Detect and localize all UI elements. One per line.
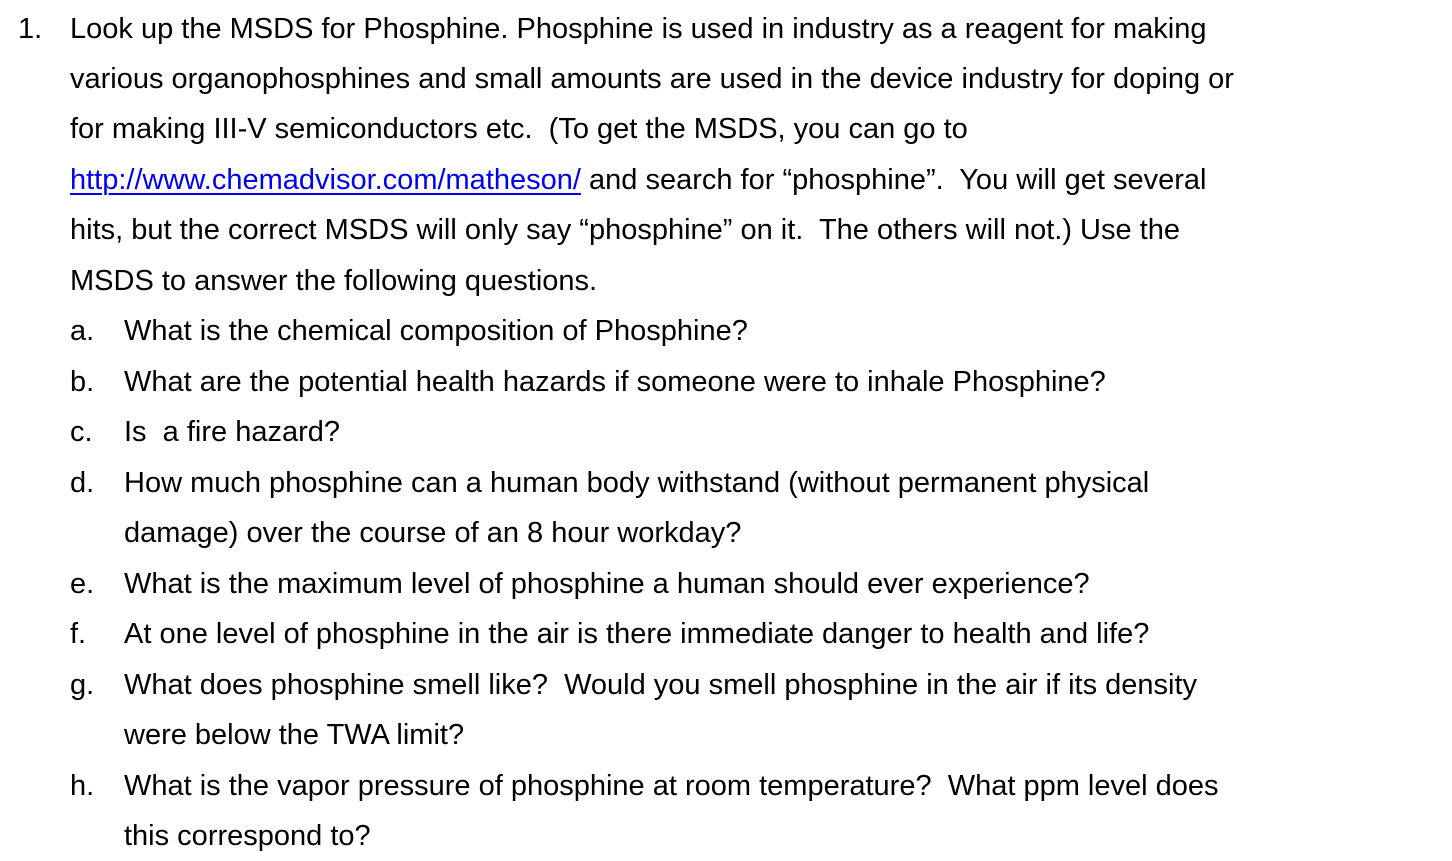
msds-link[interactable]: http://www.chemadvisor.com/matheson/ (70, 164, 581, 196)
subquestion-text: What are the potential health hazards if someone were to inhale Phosphine? (124, 366, 1106, 398)
subquestion-marker: g. (70, 669, 95, 701)
subquestion-text: At one level of phosphine in the air is there immediate danger to health and life? (124, 618, 1150, 650)
subquestion-marker: b. (70, 366, 95, 398)
question-text-line: various organophosphines and small amounts are used in the device industry for doping or (70, 63, 1234, 95)
question-text-line: MSDS to answer the following questions. (70, 265, 598, 297)
subquestion-text: damage) over the course of an 8 hour workday? (124, 517, 742, 549)
subquestion-marker: d. (70, 467, 95, 499)
subquestion-marker: c. (70, 416, 93, 448)
question-number: 1. (18, 13, 43, 45)
question-text-line: for making III-V semiconductors etc. (To get the MSDS, you can go to (70, 113, 968, 145)
subquestion-text: What is the maximum level of phosphine a human should ever experience? (124, 568, 1090, 600)
subquestion-text: What does phosphine smell like? Would you smell phosphine in the air if its density (124, 669, 1198, 701)
subquestion-text: this correspond to? (124, 820, 371, 852)
subquestion-marker: a. (70, 315, 95, 347)
question-text-line (70, 155, 1206, 205)
subquestion-marker: f. (70, 618, 87, 650)
subquestion-marker: e. (70, 568, 95, 600)
question-text-line: hits, but the correct MSDS will only say “phosphine” on it. The others will not.) Use the (70, 214, 1181, 246)
subquestion-text: Is a fire hazard? (124, 416, 340, 448)
question-text-line: Look up the MSDS for Phosphine. Phosphine is used in industry as a reagent for making (70, 13, 1207, 45)
subquestion-marker: h. (70, 770, 95, 802)
subquestion-text: were below the TWA limit? (124, 719, 465, 751)
subquestion-text: What is the chemical composition of Phosphine? (124, 315, 748, 347)
question-text-fragment: and search for “phosphine”. You will get several (580, 164, 1207, 196)
subquestion-text: How much phosphine can a human body withstand (without permanent physical (124, 467, 1150, 499)
subquestion-text: What is the vapor pressure of phosphine at room temperature? What ppm level does (124, 770, 1219, 802)
